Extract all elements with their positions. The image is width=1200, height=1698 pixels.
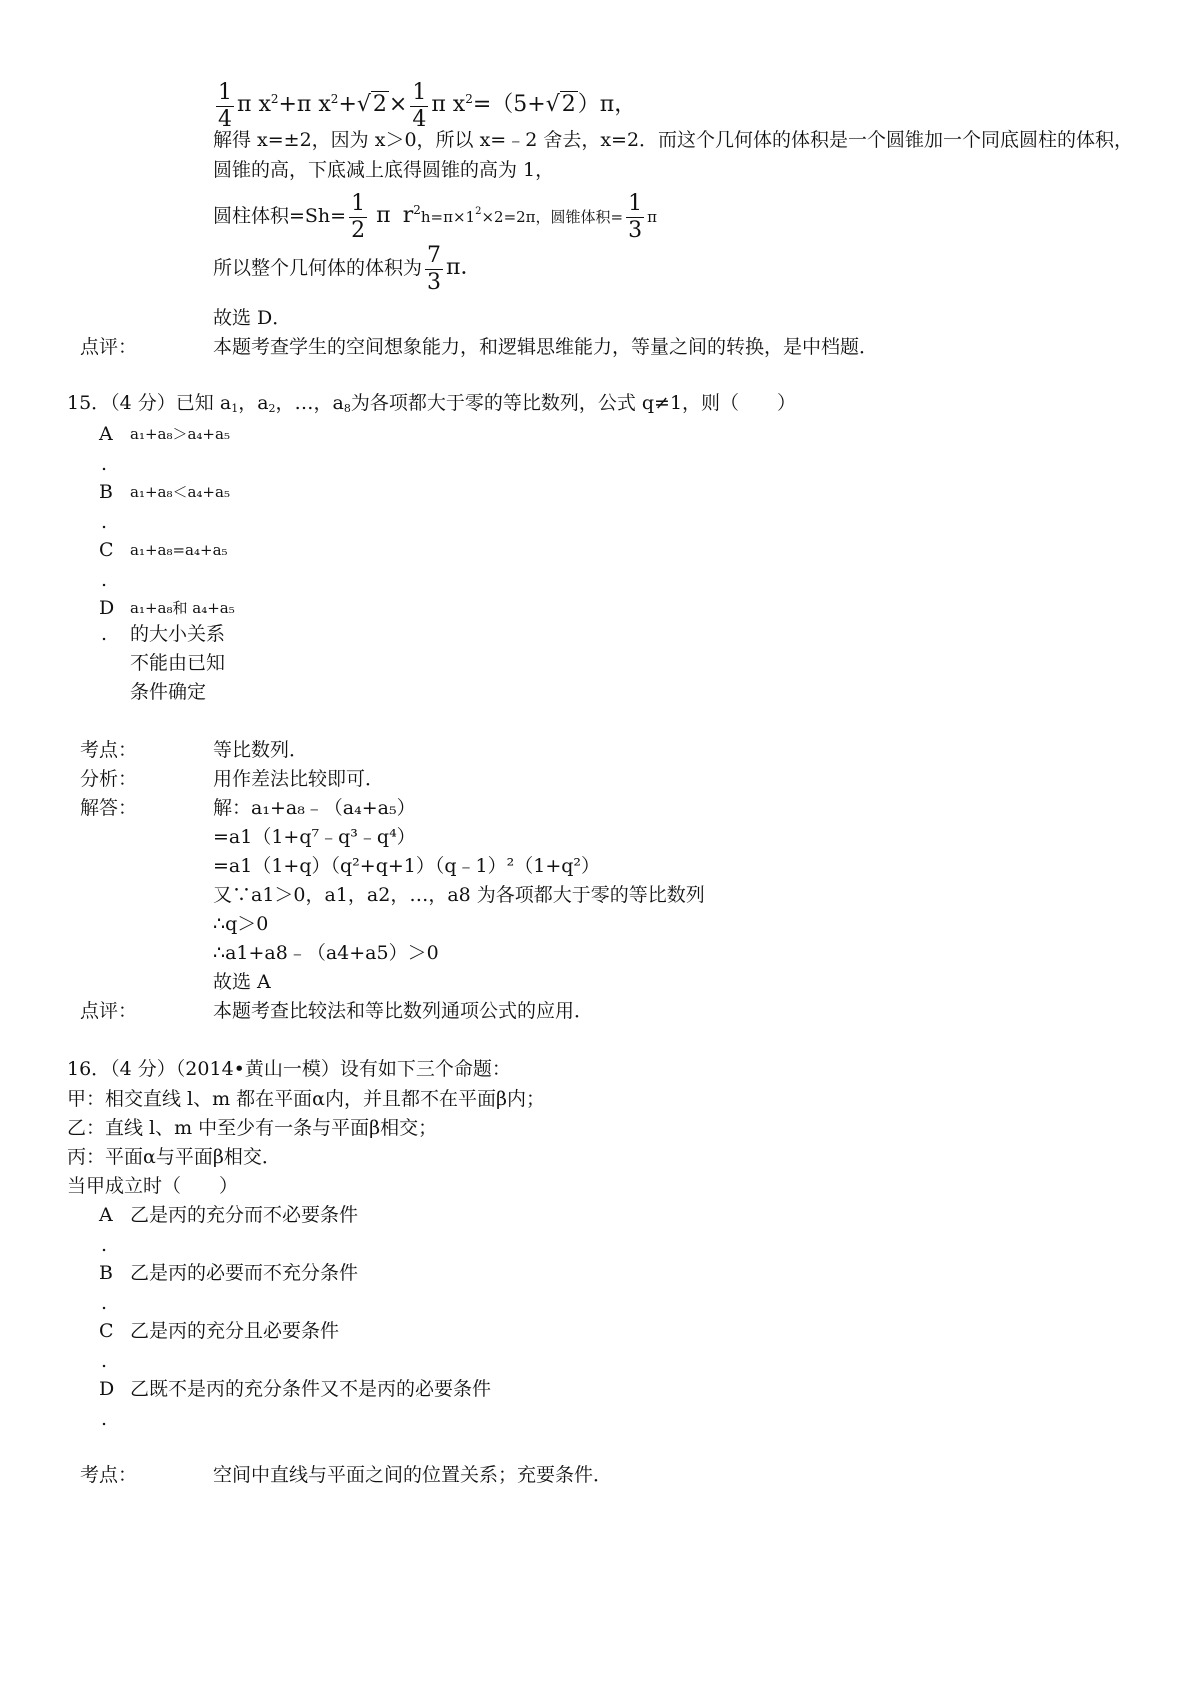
jieda-line: =a1（1+q）（q²+q+1）（q﹣1）²（1+q²） [213, 855, 601, 877]
pingping-text: 本题考查比较法和等比数列通项公式的应用． [213, 1000, 594, 1022]
option-letter: C [99, 1320, 114, 1342]
proposition-jia: 甲：相交直线 l、m 都在平面α内，并且都不在平面β内； [67, 1088, 545, 1110]
option-dot: . [101, 623, 108, 645]
total-volume-line: 所以整个几何体的体积为 $\frac{7}{3}$ π． [213, 242, 483, 295]
option-dot: . [101, 1234, 108, 1256]
option-letter: D [99, 1378, 115, 1400]
jieda-line: 解：a₁+a₈﹣（a₄+a₅） [213, 797, 416, 819]
option-letter: A [99, 423, 113, 445]
comment-label: 点评： [80, 336, 138, 358]
option-dot: . [101, 1408, 108, 1430]
question-15-stem: 15．（4 分）已知 $a_1$，$a_2$，…，$a_8$为各项都大于零的等比数列，公式 q≠1，则（ ） [67, 392, 797, 415]
proposition-bing: 丙：平面α与平面β相交． [67, 1146, 281, 1168]
cylinder-volume-line: 圆柱体积=Sh= $\frac{1}{2}$ π $r^2h=\pi\times 1^2\times 2=2\pi$，圆锥体积= $\frac{1}{3}$ π [213, 190, 657, 243]
option-text[interactable]: a₁+a₈＞a₄+a₅ [130, 425, 230, 443]
solution-line: 圆锥的高，下底减上底得圆锥的高为 1， [213, 159, 555, 181]
option-text[interactable]: 乙是丙的充分且必要条件 [130, 1320, 340, 1342]
option-text-cont: 不能由已知 [130, 652, 226, 674]
option-text-cont: 条件确定 [130, 681, 207, 703]
proposition-yi: 乙：直线 l、m 中至少有一条与平面β相交； [67, 1117, 438, 1139]
kaodian-label: 考点： [80, 1464, 138, 1486]
option-text-cont: 的大小关系 [130, 623, 226, 645]
option-dot: . [101, 1350, 108, 1372]
fraction: $\frac{1}{4}$ [412, 79, 427, 132]
option-text[interactable]: 乙既不是丙的充分条件又不是丙的必要条件 [130, 1378, 492, 1400]
fenxi-text: 用作差法比较即可． [213, 768, 385, 790]
fenxi-label: 分析： [80, 768, 138, 790]
answer-line: 故选 D． [213, 307, 292, 329]
option-text[interactable]: a₁+a₈＜a₄+a₅ [130, 483, 230, 501]
option-letter: B [99, 1262, 113, 1284]
option-text[interactable]: a₁+a₈和 a₄+a₅ [130, 599, 235, 617]
kaodian-label: 考点： [80, 739, 138, 761]
fraction: $\frac{1}{3}$ [628, 190, 643, 243]
option-letter: A [99, 1204, 113, 1226]
option-text[interactable]: 乙是丙的必要而不充分条件 [130, 1262, 359, 1284]
fraction: $\frac{1}{2}$ [351, 190, 366, 243]
jieda-line: ∴a1+a8﹣（a4+a5）＞0 [213, 942, 439, 964]
pingping-label: 点评： [80, 1000, 138, 1022]
solution-line: 解得 x=±2，因为 x＞0，所以 x=﹣2 舍去，x=2．而这个几何体的体积是一个圆锥加一个同底圆柱的体积， [213, 129, 1134, 151]
option-letter: C [99, 539, 114, 561]
jieda-label: 解答： [80, 797, 138, 819]
sqrt-symbol: √2 [356, 92, 387, 117]
kaodian-text: 等比数列． [213, 739, 309, 761]
option-dot: . [101, 1292, 108, 1314]
jieda-line: 故选 A [213, 971, 271, 993]
fraction: $\frac{7}{3}$ [427, 242, 442, 295]
jieda-line: ∴q＞0 [213, 913, 269, 935]
kaodian-text: 空间中直线与平面之间的位置关系；充要条件． [213, 1464, 613, 1486]
option-dot: . [101, 453, 108, 475]
option-dot: . [101, 569, 108, 591]
option-dot: . [101, 511, 108, 533]
jieda-line: 又∵a1＞0，a1，a2，…，a8 为各项都大于零的等比数列 [213, 884, 705, 906]
option-text[interactable]: a₁+a₈=a₄+a₅ [130, 541, 228, 559]
question-16-stem: 16．（4 分）（2014•黄山一模）设有如下三个命题： [67, 1058, 511, 1080]
option-letter: B [99, 481, 113, 503]
question-16-prompt: 当甲成立时（ ） [67, 1175, 239, 1197]
jieda-line: =a1（1+q⁷﹣q³﹣q⁴） [213, 826, 416, 848]
option-text[interactable]: 乙是丙的充分而不必要条件 [130, 1204, 359, 1226]
option-letter: D [99, 597, 115, 619]
fraction: $\frac{1}{4}$ [218, 79, 232, 132]
equation-line: $\frac{1}{4}$ π $x^2+\pi$ $x^2+√2\times$ $\frac{1}{4}$ π $x^2=(5+√2)\pi$， [218, 79, 637, 132]
sqrt-symbol: √2 [545, 92, 576, 117]
comment-text: 本题考查学生的空间想象能力，和逻辑思维能力，等量之间的转换，是中档题． [213, 336, 879, 358]
